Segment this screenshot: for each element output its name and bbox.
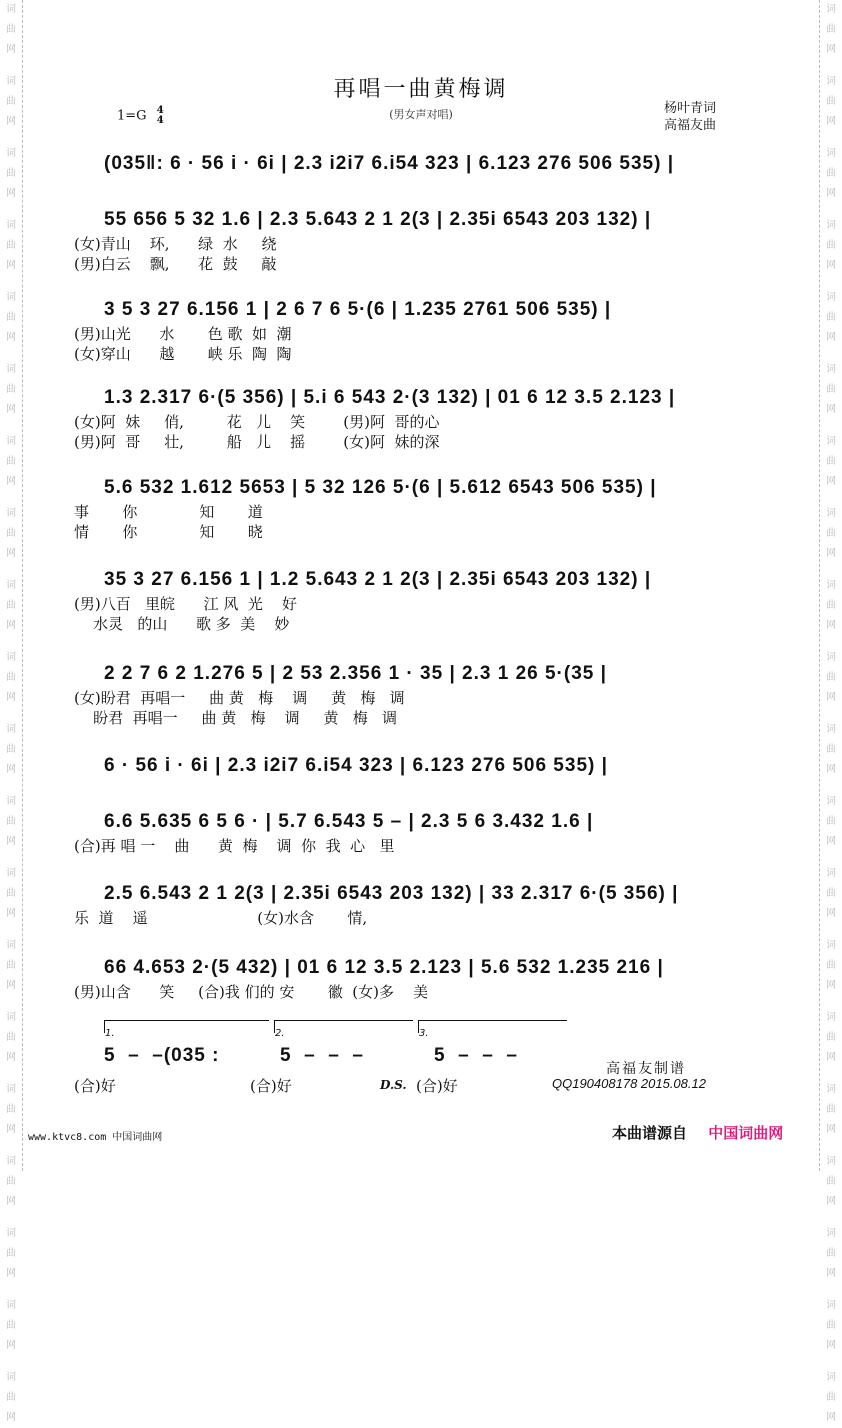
- watermark-group: [820, 936, 842, 996]
- lyric-line: (男)白云 飘, 花 鼓 敲: [74, 255, 277, 273]
- watermark-char: 曲: [6, 24, 16, 35]
- score-line: [74, 566, 744, 634]
- notation: 5.6 532 1.612 5653 | 5 32 126 5·(6 | 5.612 6543 506 535) |: [104, 477, 657, 498]
- watermark-char: 曲: [6, 1032, 16, 1043]
- watermark-char: 网: [826, 1412, 836, 1423]
- score-line: [74, 384, 744, 452]
- score-line: [74, 296, 744, 364]
- score-line: [74, 954, 744, 1002]
- watermark-char: 曲: [826, 888, 836, 899]
- watermark-char: 网: [6, 404, 16, 415]
- watermark-group: [820, 288, 842, 348]
- ds-marking: D.S.: [380, 1078, 407, 1092]
- watermark-group: [0, 1152, 22, 1212]
- lyric-line: (合)再 唱 一 曲 黄 梅 调 你 我 心 里: [74, 837, 395, 855]
- lyric-line: (女)阿 妹 俏, 花 儿 笑 (男)阿 哥的心: [74, 413, 440, 431]
- watermark-group: [0, 1008, 22, 1068]
- watermark-char: 曲: [826, 312, 836, 323]
- watermark-char: 网: [826, 836, 836, 847]
- watermark-char: 曲: [826, 96, 836, 107]
- watermark-char: 曲: [826, 1032, 836, 1043]
- transcriber: 高福友制谱: [606, 1061, 686, 1077]
- watermark-char: 词: [6, 148, 16, 159]
- watermark-char: 词: [6, 652, 16, 663]
- watermark-group: [0, 144, 22, 204]
- watermark-char: 词: [826, 436, 836, 447]
- notation: 1.3 2.317 6·(5 356) | 5.i 6 543 2·(3 132) | 01 6 12 3.5 2.123 |: [104, 387, 676, 408]
- lyric-line: (男)阿 哥 壮, 船 儿 摇 (女)阿 妹的深: [74, 433, 440, 451]
- watermark-char: 词: [6, 1012, 16, 1023]
- watermark-char: 词: [826, 364, 836, 375]
- watermark-char: 网: [6, 44, 16, 55]
- lyric-line: (女)盼君 再唱一 曲 黄 梅 调 黄 梅 调: [74, 689, 405, 707]
- watermark-char: 网: [826, 1340, 836, 1351]
- watermark-group: [0, 360, 22, 420]
- watermark-group: [820, 1368, 842, 1428]
- watermark-char: 网: [6, 1052, 16, 1063]
- watermark-group: [820, 1296, 842, 1356]
- watermark-char: 网: [6, 1340, 16, 1351]
- watermark-char: 网: [826, 188, 836, 199]
- lyric-line: (女)穿山 越 峡 乐 陶 陶: [74, 345, 292, 363]
- key-label: 1=G: [117, 108, 147, 124]
- watermark-char: 词: [6, 1228, 16, 1239]
- watermark-char: 词: [6, 1084, 16, 1095]
- watermark-char: 词: [826, 940, 836, 951]
- watermark-group: [0, 288, 22, 348]
- song-subtitle: (男女声对唱): [389, 108, 453, 121]
- volta-1: 1.: [104, 1020, 269, 1033]
- lyric-line: 乐 道 遥 (女)水含 情,: [74, 909, 368, 927]
- credits: [664, 100, 716, 134]
- watermark-char: 网: [826, 260, 836, 271]
- watermark-char: 词: [6, 436, 16, 447]
- watermark-char: 网: [826, 908, 836, 919]
- watermark-char: 词: [826, 724, 836, 735]
- watermark-char: 词: [826, 652, 836, 663]
- watermark-group: [820, 144, 842, 204]
- watermark-group: [820, 864, 842, 924]
- watermark-char: 曲: [6, 960, 16, 971]
- watermark-group: [820, 360, 842, 420]
- watermark-char: 词: [6, 76, 16, 87]
- watermark-char: 词: [826, 4, 836, 15]
- watermark-group: [0, 648, 22, 708]
- watermark-char: 曲: [6, 816, 16, 827]
- volta-3: 3.: [418, 1020, 567, 1033]
- watermark-char: 网: [826, 548, 836, 559]
- watermark-group: [0, 720, 22, 780]
- watermark-char: 词: [6, 868, 16, 879]
- watermark-char: 网: [826, 764, 836, 775]
- time-signature: 4 4: [156, 105, 164, 126]
- watermark-char: 曲: [6, 888, 16, 899]
- lyric-line: 事 你 知 道: [74, 503, 263, 521]
- source-label: 本曲谱源自: [612, 1124, 688, 1142]
- watermark-char: 网: [826, 692, 836, 703]
- watermark-char: 曲: [826, 24, 836, 35]
- watermark-char: 词: [826, 1228, 836, 1239]
- lyric-line: (男)山含 笑 (合)我 们的 安 徽 (女)多 美: [74, 983, 429, 1001]
- watermark-group: [0, 432, 22, 492]
- watermark-char: 网: [826, 1268, 836, 1279]
- watermark-char: 网: [826, 1124, 836, 1135]
- watermark-char: 网: [6, 1124, 16, 1135]
- watermark-group: [0, 864, 22, 924]
- watermark-char: 曲: [6, 744, 16, 755]
- watermark-group: [0, 936, 22, 996]
- watermark-char: 曲: [6, 528, 16, 539]
- score-line: [74, 660, 744, 728]
- watermark-char: 词: [826, 868, 836, 879]
- watermark-char: 曲: [826, 816, 836, 827]
- watermark-char: 曲: [826, 168, 836, 179]
- watermark-group: [820, 1080, 842, 1140]
- watermark-char: 词: [6, 1372, 16, 1383]
- watermark-char: 网: [826, 44, 836, 55]
- watermark-char: 网: [826, 116, 836, 127]
- ending-3-notes: 5 – – –: [434, 1045, 518, 1066]
- score-line: [74, 880, 744, 928]
- watermark-char: 词: [6, 724, 16, 735]
- watermark-group: [0, 504, 22, 564]
- watermark-char: 曲: [6, 1176, 16, 1187]
- watermark-strip-right: [819, 0, 842, 1423]
- watermark-char: 词: [6, 796, 16, 807]
- watermark-char: 曲: [6, 672, 16, 683]
- watermark-char: 词: [826, 1012, 836, 1023]
- song-title: 再唱一曲黄梅调: [333, 77, 509, 102]
- score-line: [104, 150, 744, 178]
- notation: 6 · 56 i · 6i | 2.3 i2i7 6.i54 323 | 6.123 276 506 535) |: [104, 755, 608, 776]
- watermark-char: 曲: [826, 384, 836, 395]
- watermark-group: [0, 1296, 22, 1356]
- watermark-char: 词: [826, 220, 836, 231]
- lyric-line: 水灵 的山 歌 多 美 妙: [74, 615, 290, 633]
- lyricist: 杨叶青词: [664, 101, 717, 116]
- watermark-char: 网: [826, 1196, 836, 1207]
- watermark-char: 词: [826, 76, 836, 87]
- source-brand[interactable]: 中国词曲网: [708, 1124, 784, 1142]
- watermark-char: 曲: [826, 1320, 836, 1331]
- ending-3-lyric: (合)好: [416, 1077, 458, 1095]
- ending-2-notes: 5 – – –: [280, 1045, 364, 1066]
- lyric-line: 盼君 再唱一 曲 黄 梅 调 黄 梅 调: [74, 709, 398, 727]
- watermark-char: 词: [6, 4, 16, 15]
- watermark-char: 词: [826, 508, 836, 519]
- lyric-line: (男)山光 水 色 歌 如 潮: [74, 325, 292, 343]
- watermark-char: 网: [6, 764, 16, 775]
- notation: 6.6 5.635 6 5 6 · | 5.7 6.543 5 – | 2.3 5 6 3.432 1.6 |: [104, 811, 594, 832]
- watermark-group: [0, 1368, 22, 1428]
- composer: 高福友曲: [664, 118, 717, 133]
- volta-2: 2.: [274, 1020, 413, 1033]
- watermark-group: [820, 504, 842, 564]
- watermark-group: [820, 1008, 842, 1068]
- watermark-group: [0, 0, 22, 60]
- watermark-group: [820, 576, 842, 636]
- watermark-char: 网: [826, 980, 836, 991]
- notation: 66 4.653 2·(5 432) | 01 6 12 3.5 2.123 | 5.6 532 1.235 216 |: [104, 957, 664, 978]
- watermark-char: 词: [6, 580, 16, 591]
- watermark-char: 曲: [826, 528, 836, 539]
- watermark-group: [0, 1080, 22, 1140]
- watermark-char: 网: [6, 1196, 16, 1207]
- watermark-group: [0, 792, 22, 852]
- watermark-char: 网: [6, 1268, 16, 1279]
- notation: 55 656 5 32 1.6 | 2.3 5.643 2 1 2(3 | 2.35i 6543 203 132) |: [104, 209, 652, 230]
- watermark-char: 曲: [6, 1248, 16, 1259]
- watermark-char: 网: [6, 476, 16, 487]
- watermark-char: 网: [6, 548, 16, 559]
- score-line: [74, 206, 744, 274]
- watermark-char: 网: [826, 1052, 836, 1063]
- watermark-char: 网: [6, 836, 16, 847]
- watermark-group: [820, 792, 842, 852]
- watermark-char: 词: [6, 1300, 16, 1311]
- watermark-char: 曲: [826, 240, 836, 251]
- watermark-char: 曲: [826, 1392, 836, 1403]
- lyric-line: (男)八百 里皖 江 风 光 好: [74, 595, 297, 613]
- watermark-char: 词: [826, 292, 836, 303]
- watermark-char: 曲: [826, 672, 836, 683]
- ending-1-lyric: (合)好: [74, 1077, 116, 1095]
- watermark-char: 词: [6, 364, 16, 375]
- watermark-char: 词: [826, 580, 836, 591]
- watermark-group: [820, 720, 842, 780]
- watermark-char: 曲: [826, 456, 836, 467]
- watermark-char: 词: [6, 220, 16, 231]
- lyric-line: 情 你 知 晓: [74, 523, 263, 541]
- watermark-char: 曲: [6, 240, 16, 251]
- watermark-char: 词: [826, 148, 836, 159]
- key-signature: [117, 106, 164, 126]
- watermark-group: [820, 1224, 842, 1284]
- watermark-char: 词: [6, 508, 16, 519]
- watermark-char: 曲: [6, 600, 16, 611]
- watermark-char: 网: [6, 980, 16, 991]
- watermark-char: 曲: [6, 1392, 16, 1403]
- watermark-group: [0, 576, 22, 636]
- notation: (035‖: 6 · 56 i · 6i | 2.3 i2i7 6.i54 323 | 6.123 276 506 535) |: [104, 153, 675, 174]
- notation: 3 5 3 27 6.156 1 | 2 6 7 6 5·(6 | 1.235 2761 506 535) |: [104, 299, 612, 320]
- watermark-char: 曲: [826, 1176, 836, 1187]
- watermark-char: 曲: [826, 600, 836, 611]
- watermark-char: 曲: [6, 1320, 16, 1331]
- watermark-char: 曲: [826, 744, 836, 755]
- watermark-group: [820, 648, 842, 708]
- watermark-char: 网: [6, 620, 16, 631]
- watermark-char: 词: [6, 940, 16, 951]
- score-line: [74, 474, 744, 542]
- watermark-char: 网: [826, 332, 836, 343]
- watermark-char: 词: [826, 1300, 836, 1311]
- notation: 35 3 27 6.156 1 | 1.2 5.643 2 1 2(3 | 2.35i 6543 203 132) |: [104, 569, 652, 590]
- watermark-char: 曲: [6, 96, 16, 107]
- watermark-char: 词: [826, 1372, 836, 1383]
- watermark-char: 网: [6, 332, 16, 343]
- watermark-group: [0, 1224, 22, 1284]
- watermark-char: 词: [826, 1084, 836, 1095]
- watermark-char: 网: [6, 1412, 16, 1423]
- watermark-char: 曲: [826, 1104, 836, 1115]
- source-attribution: [612, 1122, 783, 1143]
- ending-1-notes: 5 – –(035 :: [104, 1045, 220, 1066]
- watermark-char: 网: [6, 116, 16, 127]
- watermark-char: 曲: [6, 168, 16, 179]
- watermark-char: 网: [826, 620, 836, 631]
- watermark-char: 曲: [6, 1104, 16, 1115]
- watermark-char: 网: [826, 476, 836, 487]
- watermark-char: 曲: [6, 312, 16, 323]
- notation: 2.5 6.543 2 1 2(3 | 2.35i 6543 203 132) | 33 2.317 6·(5 356) |: [104, 883, 679, 904]
- watermark-char: 词: [6, 292, 16, 303]
- watermark-char: 词: [826, 1156, 836, 1167]
- notation: 2 2 7 6 2 1.276 5 | 2 53 2.356 1 · 35 | 2.3 1 26 5·(35 |: [104, 663, 607, 684]
- watermark-char: 网: [6, 692, 16, 703]
- watermark-char: 网: [6, 260, 16, 271]
- site-link[interactable]: www.ktvc8.com 中国词曲网: [28, 1132, 163, 1143]
- watermark-group: [820, 432, 842, 492]
- watermark-group: [820, 1152, 842, 1212]
- watermark-char: 曲: [826, 960, 836, 971]
- watermark-char: 曲: [826, 1248, 836, 1259]
- watermark-char: 网: [826, 404, 836, 415]
- watermark-char: 词: [826, 796, 836, 807]
- contact-date: QQ190408178 2015.08.12: [552, 1076, 706, 1091]
- watermark-group: [820, 216, 842, 276]
- ending-2-lyric: (合)好: [250, 1077, 292, 1095]
- watermark-group: [820, 0, 842, 60]
- watermark-char: 曲: [6, 384, 16, 395]
- watermark-char: 网: [6, 908, 16, 919]
- watermark-char: 曲: [6, 456, 16, 467]
- watermark-group: [0, 216, 22, 276]
- watermark-char: 网: [6, 188, 16, 199]
- score-line: [74, 808, 744, 856]
- lyric-line: (女)青山 环, 绿 水 绕: [74, 235, 277, 253]
- score-line: [104, 752, 744, 780]
- watermark-strip-left: [0, 0, 23, 1423]
- watermark-char: 词: [6, 1156, 16, 1167]
